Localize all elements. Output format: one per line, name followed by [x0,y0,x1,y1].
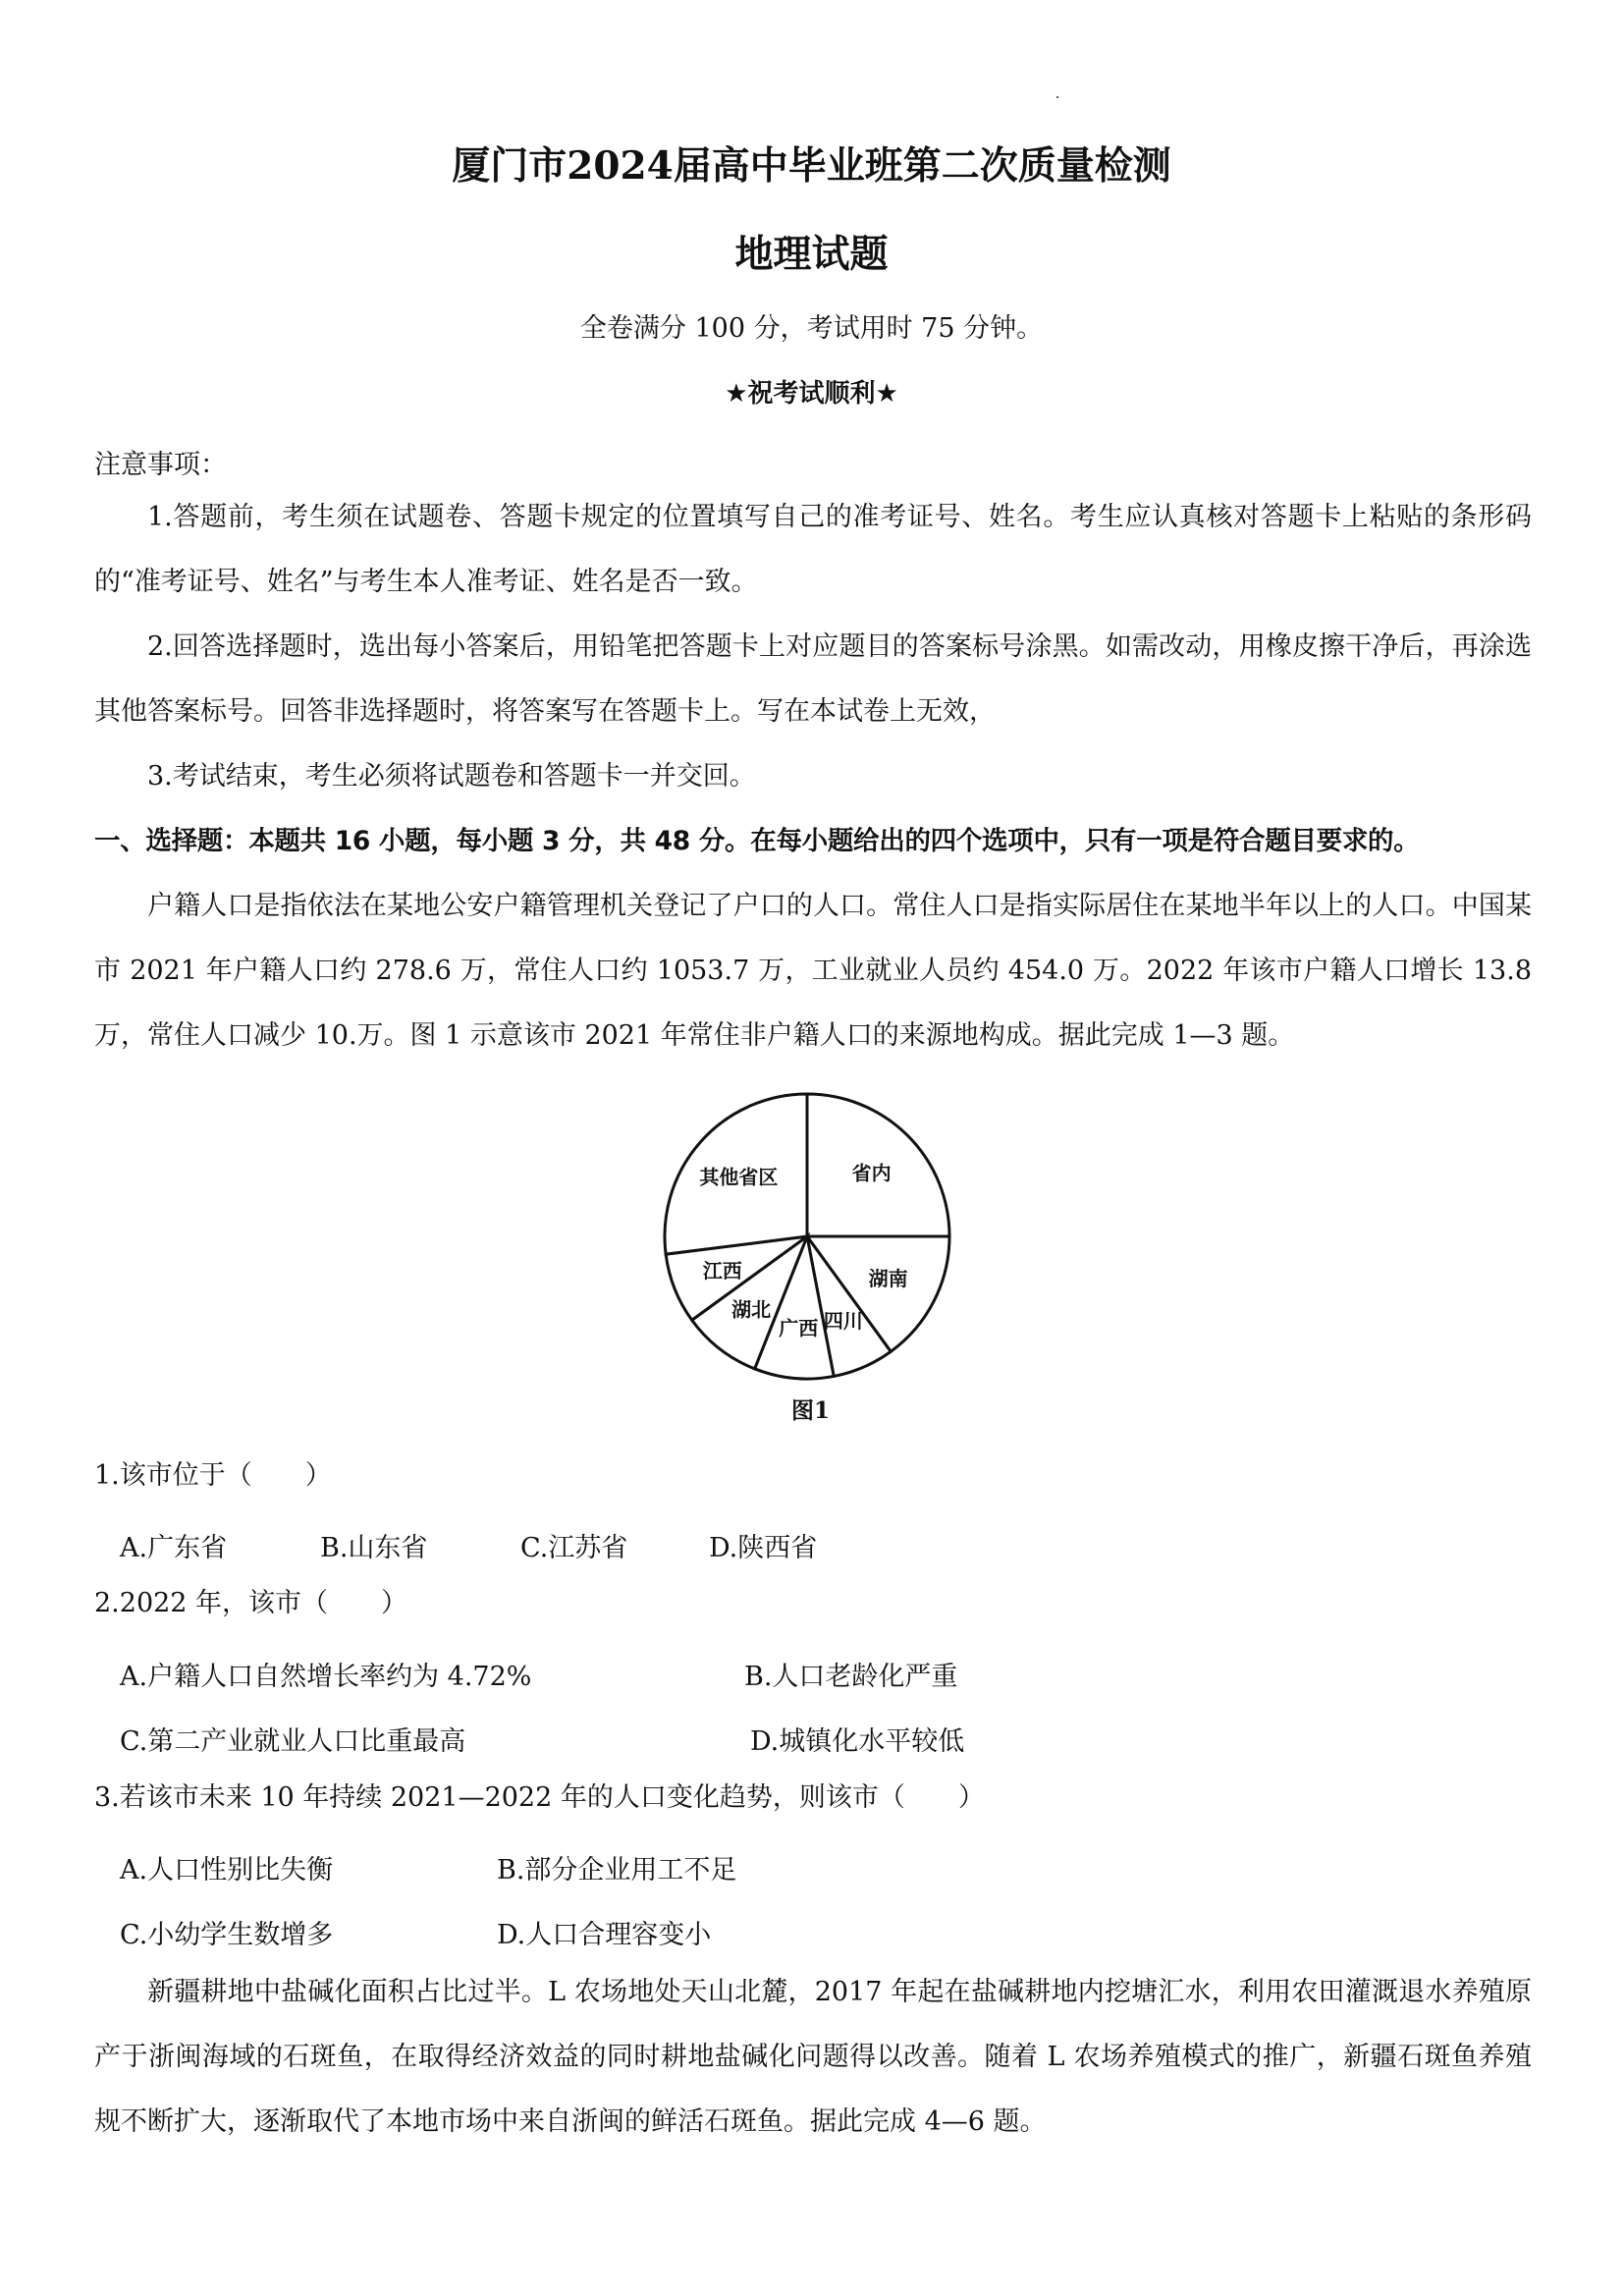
question-3-option-a[interactable]: A.人口性别比失衡 [120,1855,334,1886]
question-1-option-a[interactable]: A.广东省 [120,1533,228,1563]
figure-caption: 图1 [791,1397,831,1424]
question-1-option-c[interactable]: C.江苏省 [520,1533,628,1563]
passage-1: 户籍人口是指依法在某地公安户籍管理机关登记了户口的人口。常住人口是指实际居住在某地半年以上的人口。中国某市 2021 年户籍人口约 278.6 万，常住人口约 1053.7 万，工业就业人员约 454.0 万。2022 年该市户籍人口增长 13.8 万，常住人口减少 10.万。图 1 示意该市 2021 年常住非户籍人口的来源地构成。据此完成 1—3 题。 [94,891,1532,1051]
blessing: ★祝考试顺利★ [725,379,898,409]
pie-label-6: 江西 [702,1259,742,1284]
question-3-option-c[interactable]: C.小幼学生数增多 [120,1920,334,1950]
question-1-stem: 1.该市位于（ ） [94,1460,332,1491]
question-3-option-b[interactable]: B.部分企业用工不足 [497,1855,737,1886]
scan-speck [1056,96,1058,98]
pie-label-2: 湖南 [868,1267,908,1291]
question-1-option-b[interactable]: B.山东省 [320,1533,428,1563]
exam-title: 厦门市2024届高中毕业班第二次质量检测 [452,143,1171,189]
question-3-stem: 3.若该市未来 10 年持续 2021—2022 年的人口变化趋势，则该市（ ） [94,1782,985,1813]
pie-label-3: 四川 [823,1309,863,1334]
notice-item-3: 3.考试结束，考生必须将试题卷和答题卡一并交回。 [147,761,756,792]
pie-chart [658,1085,952,1409]
question-3-option-d[interactable]: D.人口合理容变小 [497,1920,712,1950]
question-1-option-d[interactable]: D.陕西省 [709,1533,818,1563]
question-2-stem: 2.2022 年，该市（ ） [94,1588,408,1618]
notice-heading: 注意事项： [94,450,227,480]
pie-label-1: 省内 [851,1161,892,1185]
pie-label-7: 其他省区 [699,1165,779,1189]
question-2-option-b[interactable]: B.人口老龄化严重 [744,1662,958,1692]
passage-2: 新疆耕地中盐碱化面积占比过半。L 农场地处天山北麓，2017 年起在盐碱耕地内挖塘汇水，利用农田灌溉退水养殖原产于浙闽海域的石斑鱼，在取得经济效益的同时耕地盐碱化问题得以改善。随着 L 农场养殖模式的推广，新疆石斑鱼养殖规不断扩大，逐渐取代了本地市场中来自浙闽的鲜活石斑鱼。据此完成 4—6 题。 [94,1977,1532,2137]
pie-label-4: 广西 [779,1316,819,1340]
notice-item-2: 2.回答选择题时，选出每小答案后，用铅笔把答题卡上对应题目的答案标号涂黑。如需改动，用橡皮擦干净后，再涂选其他答案标号。回答非选择题时，将答案写在答题卡上。写在本试卷上无效， [94,631,1532,727]
subject-title: 地理试题 [734,232,889,277]
notice-item-1: 1.答题前，考生须在试题卷、答题卡规定的位置填写自己的准考证号、姓名。考生应认真核对答题卡上粘贴的条形码的“准考证号、姓名”与考生本人准考证、姓名是否一致。 [94,502,1532,597]
section-heading: 一、选择题：本题共 16 小题，每小题 3 分，共 48 分。在每小题给出的四个选项中，只有一项是符合题目要求的。 [94,826,1420,856]
exam-info: 全卷满分 100 分，考试用时 75 分钟。 [579,313,1044,344]
question-2-option-c[interactable]: C.第二产业就业人口比重最高 [120,1726,466,1757]
question-2-option-d[interactable]: D.城镇化水平较低 [750,1726,965,1757]
question-2-option-a[interactable]: A.户籍人口自然增长率约为 4.72% [120,1662,532,1692]
pie-label-5: 湖北 [731,1297,772,1322]
